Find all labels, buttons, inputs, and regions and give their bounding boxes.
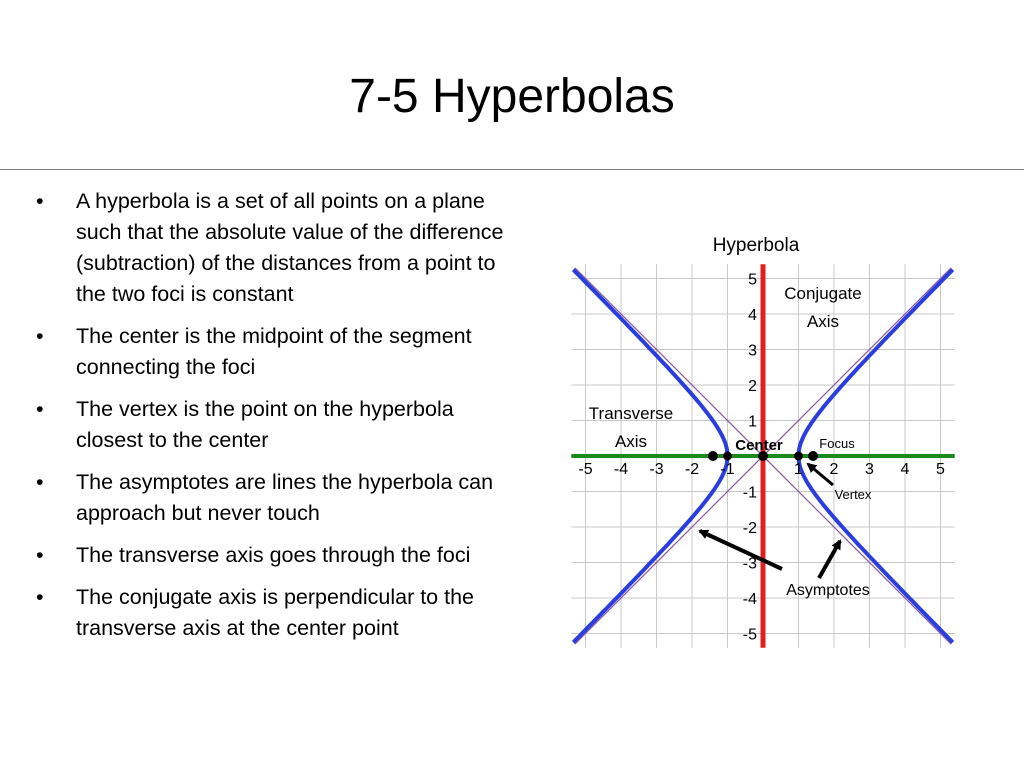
hyperbola-graph [560,226,980,666]
x-tick-label: 2 [829,461,839,478]
asymptote-arrow-left [700,531,782,569]
y-tick-label: -1 [742,484,757,502]
vertex-point [794,452,803,461]
bullet-item [36,321,506,383]
asymptote-arrow-right [819,541,840,578]
bullet-item [36,467,506,529]
x-tick-label: -3 [649,461,664,478]
y-tick-label: 3 [748,342,757,360]
figure-title: Hyperbola [712,235,800,256]
bullet-icon: • [36,585,44,609]
x-tick-label: -4 [613,461,629,478]
center-label: Center [735,437,783,454]
y-tick-label: -5 [742,626,757,644]
bullet-item [36,394,506,456]
bullet-text: The vertex is the point on the hyperbola closest to the center [76,397,454,452]
x-tick-label: 1 [794,461,803,478]
conjugate-axis-label: Axis [806,312,840,331]
focus-label: Focus [819,436,855,451]
bullet-text: The asymptotes are lines the hyperbola can approach but never touch [76,470,494,525]
title-divider [0,169,1024,170]
bullet-icon: • [36,324,44,348]
x-tick-label: 5 [936,461,945,478]
slide-title: 7-5 Hyperbolas [349,70,675,123]
asymptotes-label: Asymptotes [786,582,870,599]
bullet-icon: • [36,189,44,213]
bullet-text: The center is the midpoint of the segment connecting the foci [76,324,472,379]
bullet-icon: • [36,470,44,494]
y-tick-label: 5 [748,271,757,289]
y-tick-label: 1 [748,413,757,431]
bullet-icon: • [36,397,44,421]
y-tick-label: -3 [742,555,757,573]
hyperbola-diagram [560,226,980,666]
bullet-text: The transverse axis goes through the foci [76,543,471,567]
bullet-text: The conjugate axis is perpendicular to the transverse axis at the center point [76,585,474,640]
focus-point [708,451,718,461]
conjugate-axis-label: Conjugate [784,284,862,303]
y-tick-label: 2 [748,378,757,395]
x-tick-label: -5 [578,461,593,478]
transverse-axis-label: Transverse [588,404,674,423]
focus-point [808,451,818,461]
bullet-list [36,186,506,655]
x-tick-label: -2 [684,461,700,478]
bullet-icon: • [36,543,44,567]
x-tick-label: 4 [900,461,910,478]
transverse-axis-label: Axis [614,432,648,451]
y-tick-label: -2 [742,520,757,537]
vertex-label: Vertex [834,487,872,502]
bullet-text: A hyperbola is a set of all points on a plane such that the absolute value of the difference (subtraction) of the distances from a point to the two foci is constant [76,189,504,306]
bullet-item [36,582,506,644]
bullet-item [36,540,506,571]
bullet-item [36,186,506,310]
x-tick-label: 3 [865,461,874,478]
vertex-point [723,452,732,461]
y-tick-label: -4 [742,591,757,608]
y-tick-label: 4 [748,307,757,324]
x-tick-label: -1 [720,461,735,478]
